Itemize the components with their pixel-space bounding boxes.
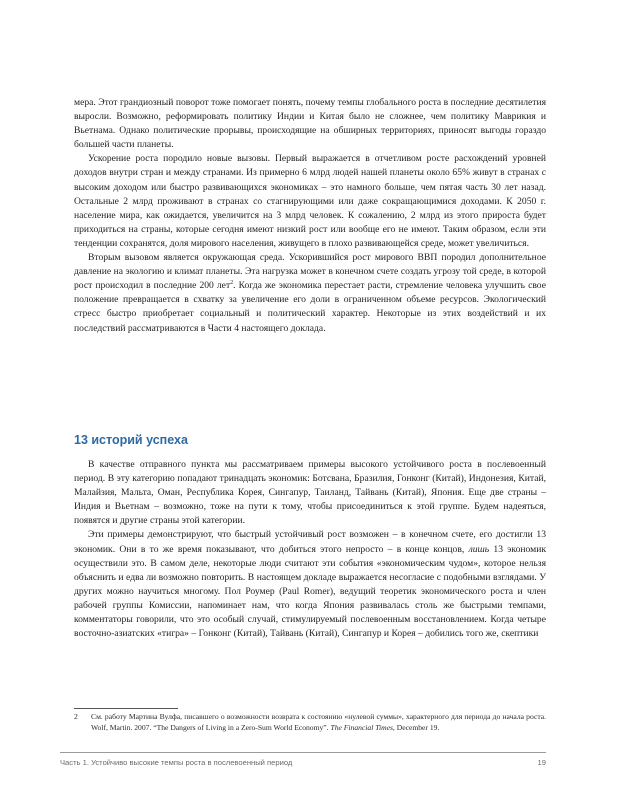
- footer-title: Часть 1. Устойчиво высокие темпы роста в послевоенный период: [60, 758, 293, 767]
- footnote-text-part: См. работу Мартина Вулфа, писавшего о возможности возврата к состоянию «нулевой суммы», характерного для периода до начала роста. Wolf, Martin. 2007. “The Dangers of Living in a Zero-Sum World Economy”.: [91, 712, 546, 732]
- paragraph: В качестве отправного пункта мы рассматриваем примеры высокого устойчивого роста в послевоенный период. В эту категорию попадают тринадцать экономик: Ботсвана, Бразилия, Гонконг (Китай), Индонезия, Китай, Малайзия, Мальта, Оман, Республика Корея, Сингапур, Таиланд, Тайвань (Китай), Япония. Еще две страны – Индия и Вьетнам – возможно, тоже на пути к тому, чтобы присоединиться к этой группе. Будем надеяться, появятся и другие страны этой категории.: [74, 459, 546, 527]
- section-text: [74, 458, 546, 641]
- intro-text: [74, 96, 546, 336]
- paragraph-text: 13 экономик осуществили это. В самом деле, некоторые люди считают эти события «экономическим чудом», которое нельзя объяснить и едва ли возможно повторить. В настоящем докладе выражается несогласие с подобными взглядами. У других можно научиться многому. Пол Роумер (Paul Romer), ведущий теоретик экономического роста и член рабочей группы Комиссии, напоминает нам, что когда Япония развивалась столь же быстрыми темпами, комментаторы говорили, что это особый случай, стимулируемый послевоенным восстановлением. Когда четыре восточно-азиатских «тигра» – Гонконг (Китай), Тайвань (Китай), Сингапур и Корея – добились того же, скептики: [74, 543, 547, 640]
- section-heading: 13 историй успеха: [74, 433, 188, 447]
- paragraph: мера. Этот грандиозный поворот тоже помогает понять, почему темпы глобального роста в последние десятилетия выросли. Возможно, реформировать политику Индии и Китая было не сложнее, чем политику Маврикия и Вьетнама. Однако политические прорывы, происходящие на обширных территориях, приносят выгоды гораздо большей части планеты.: [74, 97, 546, 151]
- footnote-divider: [74, 708, 178, 709]
- paragraph: [74, 528, 546, 641]
- footnote-text-part: , December 19.: [392, 722, 440, 732]
- footnote: [74, 712, 546, 733]
- paragraph-text: Эти примеры демонстрируют, что быстрый устойчивый рост возможен – в конечном счете, его достигли 13 экономик. Они в то же время показывают, что добиться этого непросто – в конце концов,: [74, 529, 546, 555]
- footer-divider: [60, 752, 546, 753]
- paragraph: [74, 251, 546, 336]
- paragraph: Ускорение роста породило новые вызовы. Первый выражается в отчетливом росте расхождений уровней доходов внутри стран и между странами. Из примерно 6 млрд людей нашей планеты около 65% живут в странах с высоким доходом или быстро развивающихся экономиках – это намного больше, чем пятая часть 30 лет назад. Остальные 2 млрд проживают в странах со стагнирующими или даже сокращающимися доходами. К 2050 г. население мира, как ожидается, увеличится на 3 млрд человек. К сожалению, 2 млрд из этого прироста будет приходиться на страны, которые сегодня имеют низкий рост или вообще его не имеют. Таким образом, если эти тенденции сохранятся, доля мирового населения, живущего в плохо развивающейся среде, может увеличиться.: [74, 153, 546, 249]
- page-footer: [60, 758, 546, 767]
- footnote-text: [91, 712, 546, 733]
- footnote-source: The Financial Times: [330, 722, 393, 732]
- emphasis-text: лишь: [468, 543, 490, 555]
- footnote-number: 2: [74, 712, 78, 721]
- paragraph-text: Вторым вызовом является окружающая среда. Ускорившийся рост мирового ВВП породил дополнительное давление на экологию и климат планеты. Эта нагрузка может в конечном счете создать угрозу той среде, в которой рост происходил в последние 200 лет: [74, 252, 546, 292]
- paragraph-text: . Когда же экономика перестает расти, стремление человека улучшить свое положение превращается в схватку за увеличение его доли в ограниченном объеме ресурсов. Экологический стресс быстро приобретает социальный и политический характер. Некоторые из этих воздействий и их последствий рассматриваются в Части 4 настоящего доклада.: [74, 280, 546, 334]
- page-number: 19: [537, 758, 546, 767]
- footnote-ref[interactable]: 2: [230, 280, 234, 287]
